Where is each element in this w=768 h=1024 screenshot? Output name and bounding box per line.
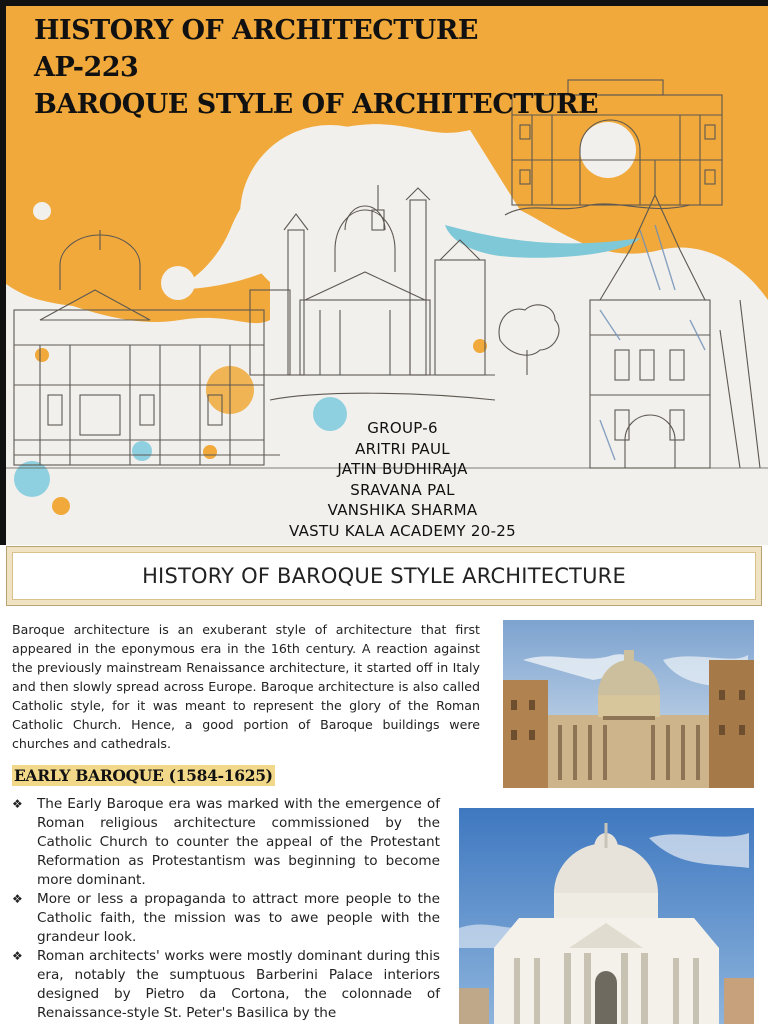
member-name: ARITRI PAUL — [355, 439, 450, 458]
cover-title-line: HISTORY OF ARCHITECTURE — [34, 15, 478, 46]
list-item — [12, 947, 440, 1023]
institution-name: VASTU KALA ACADEMY 20-25 — [289, 521, 516, 540]
list-item-text: Roman architects' works were mostly dominant during this era, notably the sumptuous Barberini Palace interiors designed by Pietro da Cortona, the colonnade of Renaissance-style St. Peter's Basilica by the — [37, 948, 440, 1021]
diamond-bullet-icon: ❖ — [12, 797, 23, 811]
st-peters-basilica-photo — [503, 620, 754, 788]
section-title: HISTORY OF BAROQUE STYLE ARCHITECTURE — [142, 564, 626, 588]
cover-top-border — [0, 0, 768, 6]
cover-course-code: AP-223 — [34, 52, 139, 83]
group-number: GROUP-6 — [367, 419, 438, 437]
section-header-frame — [12, 552, 756, 600]
section-header — [6, 546, 762, 606]
diamond-bullet-icon: ❖ — [12, 949, 23, 963]
diamond-bullet-icon: ❖ — [12, 892, 23, 906]
early-baroque-heading: EARLY BAROQUE (1584-1625) — [14, 766, 273, 785]
member-name: VANSHIKA SHARMA — [327, 501, 478, 519]
member-name: JATIN BUDHIRAJA — [337, 460, 468, 478]
cover-side-border — [0, 0, 6, 545]
member-name: SRAVANA PAL — [350, 480, 455, 499]
cover-subtitle: BAROQUE STYLE OF ARCHITECTURE — [34, 89, 599, 120]
list-item-text: The Early Baroque era was marked with the emergence of Roman religious architecture commissioned by the Catholic Church to counter the appeal of the Protestant Reformation as Protestantism was beginning to become more dominant. — [37, 796, 440, 888]
early-baroque-list — [12, 795, 440, 1023]
santa-maria-della-salute-photo — [459, 808, 754, 1024]
intro-paragraph: Baroque architecture is an exuberant style of architecture that first appeared in the eponymous era in the 16th century. A reaction against the previously mainstream Renaissance architecture, it started off in Italy and then slowly spread across Europe. Baroque architecture is also called Catholic style, for it was meant to represent the glory of the Roman Catholic Church. Hence, a good portion of Baroque buildings were churches and cathedrals. — [12, 622, 480, 751]
group-members — [255, 418, 550, 541]
list-item-text: More or less a propaganda to attract more people to the Catholic faith, the mission was to awe people with the grandeur look. — [37, 891, 440, 945]
list-item — [12, 795, 440, 890]
cover-title — [34, 12, 598, 123]
list-item — [12, 890, 440, 947]
